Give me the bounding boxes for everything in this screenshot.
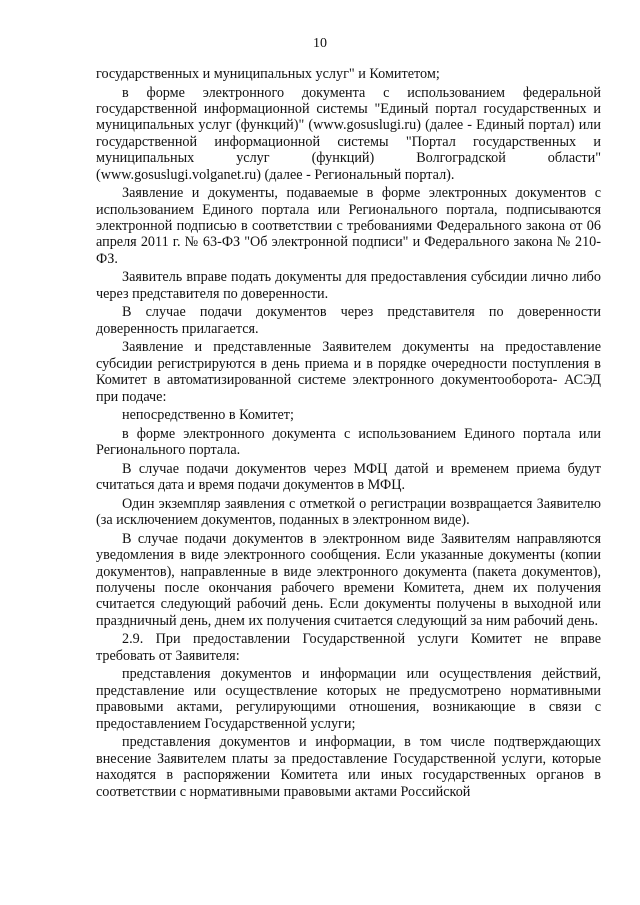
paragraph-electronic-signature: Заявление и документы, подаваемые в форме электронных документов с использованием Единого портала или Регионального портала, подписываются электронной подписью в соответствии с требованиями Федерального закона от 06 апреля 2011 г. № 63-ФЗ "Об электронной подписи" и Федерального закона № 210-ФЗ. [96, 185, 601, 267]
paragraph-electronic-document: в форме электронного документа с использованием Единого портала или Регионального портала. [96, 425, 601, 459]
paragraph-mfc-date: В случае подачи документов через МФЦ датой и временем приема будут считаться дата и время подачи документов в МФЦ. [96, 460, 601, 494]
paragraph-electronic-form: в форме электронного документа с использованием федеральной государственной информационной системы "Единый портал государственных и муниципальных услуг (функций)" (www.gosuslugi.ru) (далее - Единый портал) или государственной информационной системы "Портал государственных и муниципальных услуг (функций) Волгоградской области" (www.gosuslugi.volganet.ru) (далее - Региональный портал). [96, 84, 601, 183]
paragraph-power-of-attorney: В случае подачи документов через представителя по доверенности доверенность прилагается. [96, 304, 601, 337]
paragraph-registration: Заявление и представленные Заявителем документы на предоставление субсидии регистрируются в день приема и в порядке очередности поступления в Комитет в автоматизированной системе электронного документооборота- АСЭД при подаче: [96, 339, 601, 405]
paragraph-not-required-documents: представления документов и информации, в том числе подтверждающих внесение Заявителем платы за предоставление Государственной услуги, которые находятся в распоряжении Комитета или иных государственных органов в соответствии с нормативными правовыми актами Российской [96, 734, 601, 800]
page-number: 10 [313, 36, 327, 51]
paragraph-submit-personally: Заявитель вправе подать документы для предоставления субсидии лично либо через представителя по доверенности. [96, 269, 601, 302]
paragraph-notifications: В случае подачи документов в электронном виде Заявителям направляются уведомления в виде электронного сообщения. Если указанные документы (копии документов), направленные в виде электронного документа (пакета документов), получены после окончания рабочего времени Комитета, днем их получения считается следующий рабочий день. Если документы получены в выходной или праздничный день, днем их получения считается следующий за ним рабочий день. [96, 530, 601, 629]
paragraph-directly-to-committee: непосредственно в Комитет; [122, 407, 294, 424]
paragraph-not-required-actions: представления документов и информации или осуществления действий, представление или осуществление которых не предусмотрено нормативными правовыми актами, регулирующими отношения, возникающие в связи с предоставлением Государственной услуги; [96, 666, 601, 732]
document-body [96, 66, 601, 802]
paragraph-section-2-9: 2.9. При предоставлении Государственной услуги Комитет не вправе требовать от Заявителя: [96, 631, 601, 664]
paragraph-continuation: государственных и муниципальных услуг" и Комитетом; [96, 66, 440, 82]
paragraph-copy-returned: Один экземпляр заявления с отметкой о регистрации возвращается Заявителю (за исключением документов, поданных в электронном виде). [96, 495, 601, 529]
